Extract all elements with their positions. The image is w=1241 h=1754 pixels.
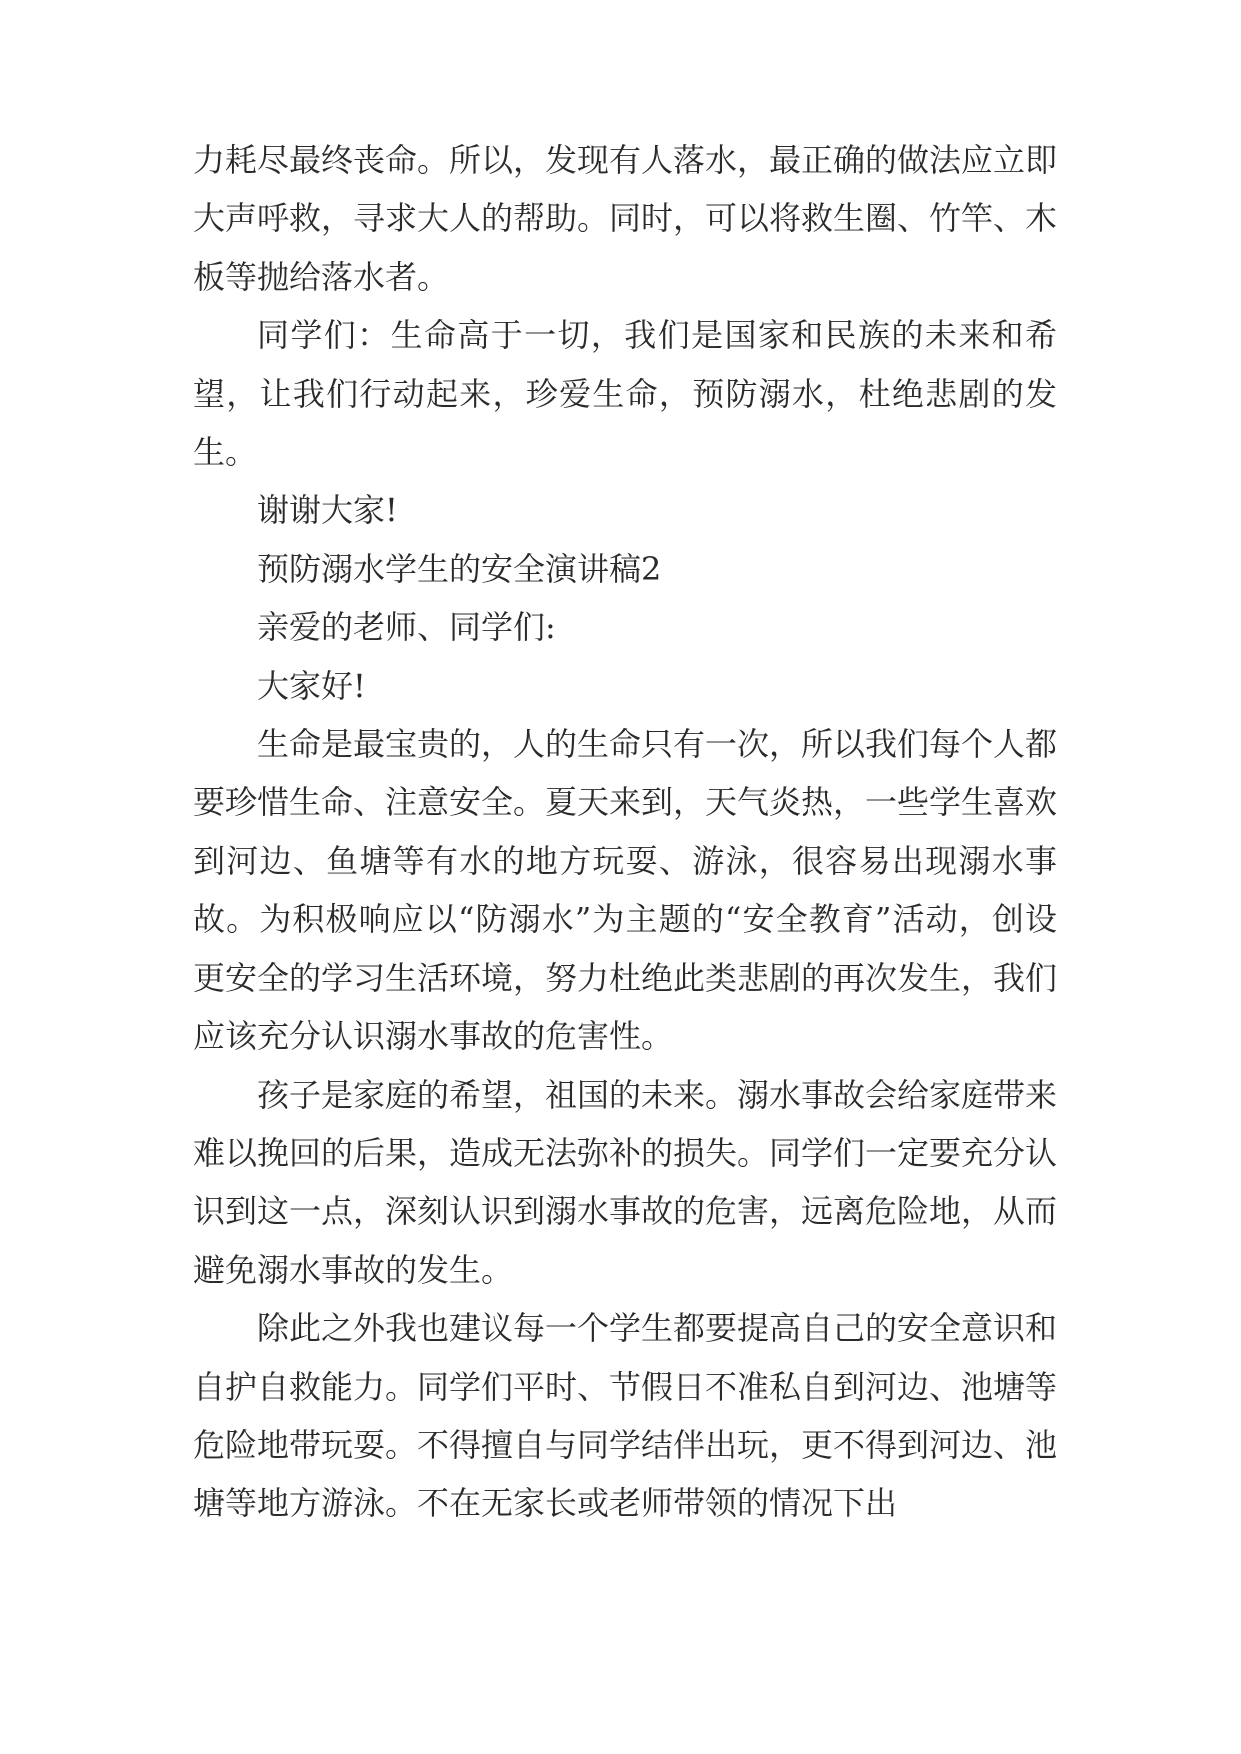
- paragraph-7: 生命是最宝贵的，人的生命只有一次，所以我们每个人都要珍惜生命、注意安全。夏天来到，天气炎热，一些学生喜欢到河边、鱼塘等有水的地方玩耍、游泳，很容易出现溺水事故。为积极响应以“防溺水”为主题的“安全教育”活动，创设更安全的学习生活环境，努力杜绝此类悲剧的再次发生，我们应该充分认识溺水事故的危害性。: [193, 725, 1058, 1056]
- section-title: 预防溺水学生的安全演讲稿2: [257, 549, 662, 588]
- salutation: 亲爱的老师、同学们:: [257, 608, 556, 647]
- paragraph-3: 谢谢大家!: [257, 491, 398, 530]
- paragraph-9: 除此之外我也建议每一个学生都要提高自己的安全意识和自护自救能力。同学们平时、节假日不准私自到河边、池塘等危险地带玩耍。不得擅自与同学结伴出玩，更不得到河边、池塘等地方游泳。不在无家长或老师带领的情况下出: [193, 1309, 1058, 1523]
- greeting: 大家好!: [257, 666, 366, 705]
- document-body: [193, 131, 1057, 1533]
- paragraph-2: 同学们：生命高于一切，我们是国家和民族的未来和希望，让我们行动起来，珍爱生命，预防溺水，杜绝悲剧的发生。: [193, 316, 1057, 472]
- paragraph-8: 孩子是家庭的希望，祖国的未来。溺水事故会给家庭带来难以挽回的后果，造成无法弥补的损失。同学们一定要充分认识到这一点，深刻认识到溺水事故的危害，远离危险地，从而避免溺水事故的发生。: [193, 1075, 1058, 1289]
- paragraph-1: 力耗尽最终丧命。所以，发现有人落水，最正确的做法应立即大声呼救，寻求大人的帮助。同时，可以将救生圈、竹竿、木板等抛给落水者。: [193, 141, 1058, 296]
